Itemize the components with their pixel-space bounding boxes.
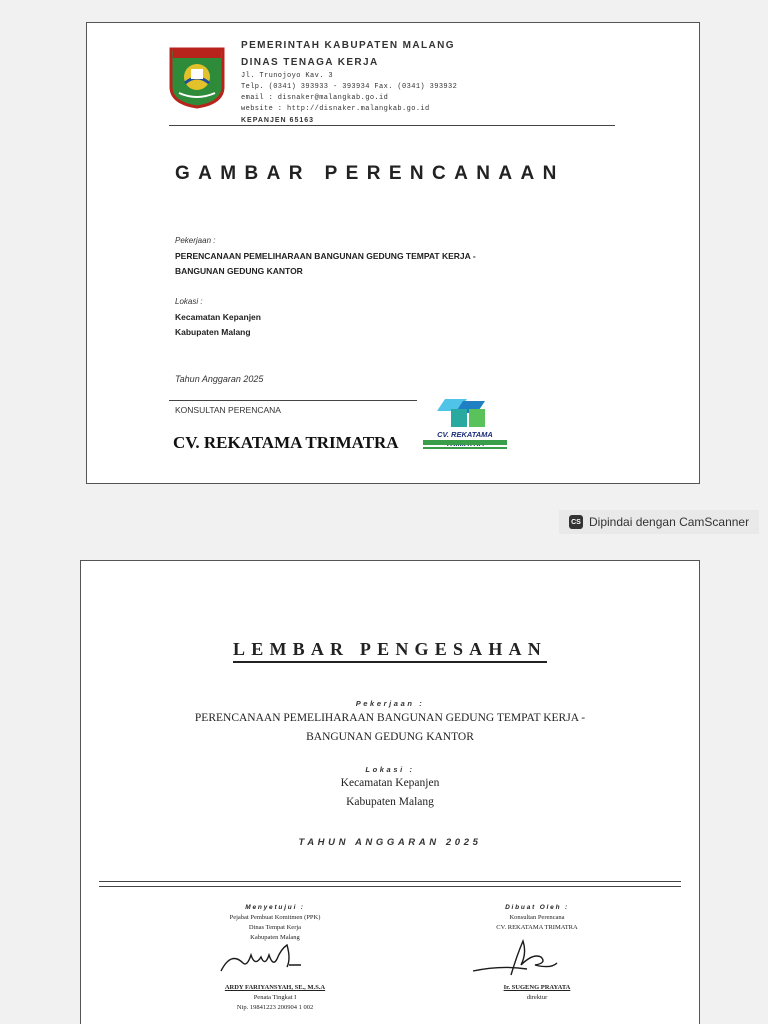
rekatama-logo-text: CV. REKATAMA xyxy=(437,430,493,439)
institution-website: website : http://disnaker.malangkab.go.id xyxy=(241,105,430,113)
konsultan-name: CV. REKATAMA TRIMATRA xyxy=(173,433,399,452)
left-rank: Penata Tingkat I xyxy=(253,994,297,1001)
approval-title-wrap xyxy=(81,639,699,660)
pekerjaan-label: Pekerjaan : xyxy=(175,236,216,245)
left-signature-icon xyxy=(217,941,313,977)
right-heading: Dibuat Oleh : xyxy=(505,904,569,911)
lokasi-line1: Kecamatan Kepanjen xyxy=(175,312,261,322)
approval-title: LEMBAR PENGESAHAN xyxy=(233,639,547,663)
rekatama-logo-bar-thin xyxy=(423,447,507,449)
approval-pekerjaan-line1: PERENCANAAN PEMELIHARAAN BANGUNAN GEDUNG TEMPAT KERJA - xyxy=(194,712,586,724)
pekerjaan-line2: BANGUNAN GEDUNG KANTOR xyxy=(175,266,303,276)
right-role2: CV. REKATAMA TRIMATRA xyxy=(496,924,578,931)
approval-lokasi-line2: Kabupaten Malang xyxy=(346,796,434,808)
institution-email: email : disnaker@malangkab.go.id xyxy=(241,94,389,102)
lokasi-label: Lokasi : xyxy=(175,297,203,306)
institution-line2: DINAS TENAGA KERJA xyxy=(241,57,379,68)
cover-page xyxy=(86,22,700,484)
left-role2: Dinas Tempat Kerja xyxy=(248,924,302,931)
institution-city: KEPANJEN 65163 xyxy=(241,117,315,124)
approval-page xyxy=(80,560,700,1024)
right-role1: Konsultan Perencana xyxy=(509,914,565,921)
pekerjaan-line1: PERENCANAAN PEMELIHARAAN BANGUNAN GEDUNG TEMPAT KERJA - xyxy=(175,251,476,261)
camscanner-icon: CS xyxy=(569,515,583,529)
approval-pekerjaan-line2: BANGUNAN GEDUNG KANTOR xyxy=(306,731,474,743)
approval-pekerjaan-label: Pekerjaan : xyxy=(355,699,425,708)
left-role3: Kabupaten Malang xyxy=(250,934,300,941)
left-nip: Nip. 19841223 200904 1 002 xyxy=(236,1004,314,1011)
institution-line1: PEMERINTAH KABUPATEN MALANG xyxy=(241,40,455,51)
approval-lokasi-line1: Kecamatan Kepanjen xyxy=(340,777,440,789)
konsultan-divider xyxy=(169,400,417,401)
cover-title: GAMBAR PERENCANAAN xyxy=(175,163,565,184)
institution-phone: Telp. (0341) 393933 - 393934 Fax. (0341) 393932 xyxy=(241,83,458,91)
left-name: ARDY FARIYANSYAH, SE., M.S.A xyxy=(224,984,326,991)
approval-tahun: TAHUN ANGGARAN 2025 xyxy=(298,837,482,848)
kabupaten-malang-emblem-icon xyxy=(169,47,225,109)
tahun-anggaran: Tahun Anggaran 2025 xyxy=(175,374,264,384)
rekatama-logo-bar xyxy=(423,440,507,445)
lokasi-line2: Kabupaten Malang xyxy=(175,327,251,337)
double-divider xyxy=(99,881,681,887)
approval-lokasi-label: Lokasi : xyxy=(365,765,415,774)
camscanner-text: Dipindai dengan CamScanner xyxy=(589,515,750,529)
camscanner-watermark xyxy=(559,510,759,534)
institution-address: Jl. Trunojoyo Kav. 3 xyxy=(241,72,334,80)
right-position: direktur xyxy=(526,994,548,1001)
right-signature-icon xyxy=(471,935,567,979)
right-name: Ir. SUGENG PRAYATA xyxy=(503,984,571,991)
left-heading: Menyetujui : xyxy=(245,904,305,911)
left-role1: Pejabat Pembuat Komitmen (PPK) xyxy=(229,914,321,921)
header-divider xyxy=(169,125,615,126)
institution-header xyxy=(241,37,457,126)
konsultan-label: KONSULTAN PERENCANA xyxy=(175,405,281,415)
